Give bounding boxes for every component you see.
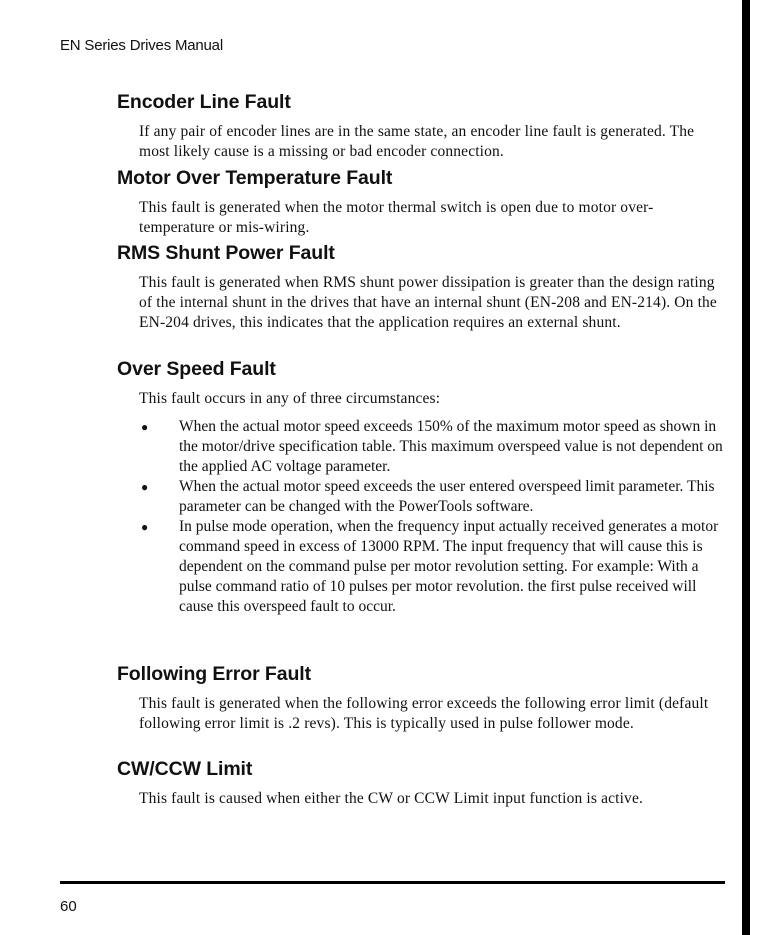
section-heading: CW/CCW Limit <box>117 758 253 780</box>
section-body: If any pair of encoder lines are in the same state, an encoder line fault is generated. The most likely cause is a missing or bad encoder connection. <box>139 123 695 160</box>
section-encoder-line-fault <box>117 90 727 162</box>
section-heading: Over Speed Fault <box>117 358 276 380</box>
running-header: EN Series Drives Manual <box>60 37 223 54</box>
section-body: This fault is caused when either the CW or CCW Limit input function is active. <box>139 790 644 807</box>
section-body: This fault occurs in any of three circumstances: <box>139 390 441 407</box>
section-body: This fault is generated when the following error exceeds the following error limit (default following error limit is .2 revs). This is typically used in pulse follower mode. <box>139 695 709 732</box>
section-heading: RMS Shunt Power Fault <box>117 242 335 264</box>
section-over-speed-fault <box>117 357 727 617</box>
section-body: This fault is generated when the motor thermal switch is open due to motor over-temperature or mis-wiring. <box>139 199 654 236</box>
page-edge-bar <box>742 0 750 935</box>
list-item: ● In pulse mode operation, when the frequency input actually received generates a motor command speed in excess of 13000 RPM. The input frequency that will cause this is dependent on the command pulse per motor revolution setting. For example: With a pulse command ratio of 10 pulses per motor revolution. the first pulse received will cause this overspeed fault to occur. <box>141 518 719 615</box>
section-rms-shunt-power-fault <box>117 241 727 333</box>
bullet-icon: ● <box>141 480 149 494</box>
section-motor-over-temperature-fault <box>117 166 727 238</box>
bullet-icon: ● <box>141 520 149 534</box>
section-cw-ccw-limit <box>117 757 727 809</box>
list-item: ● When the actual motor speed exceeds 150% of the maximum motor speed as shown in the motor/drive specification table. This maximum overspeed value is not dependent on the applied AC voltage parameter. <box>141 418 723 475</box>
list-item: ● When the actual motor speed exceeds the user entered overspeed limit parameter. This parameter can be changed with the PowerTools software. <box>141 478 715 515</box>
over-speed-conditions-list <box>117 417 727 617</box>
section-body: This fault is generated when RMS shunt power dissipation is greater than the design rating of the internal shunt in the drives that have an internal shunt (EN-208 and EN-214). On the EN-204 drives, this indicates that the application requires an external shunt. <box>139 274 717 331</box>
section-following-error-fault <box>117 662 727 734</box>
section-heading: Encoder Line Fault <box>117 91 291 113</box>
section-heading: Motor Over Temperature Fault <box>117 167 393 189</box>
bullet-icon: ● <box>141 420 149 434</box>
footer-rule <box>60 881 725 884</box>
page-number: 60 <box>60 898 77 915</box>
section-heading: Following Error Fault <box>117 663 311 685</box>
